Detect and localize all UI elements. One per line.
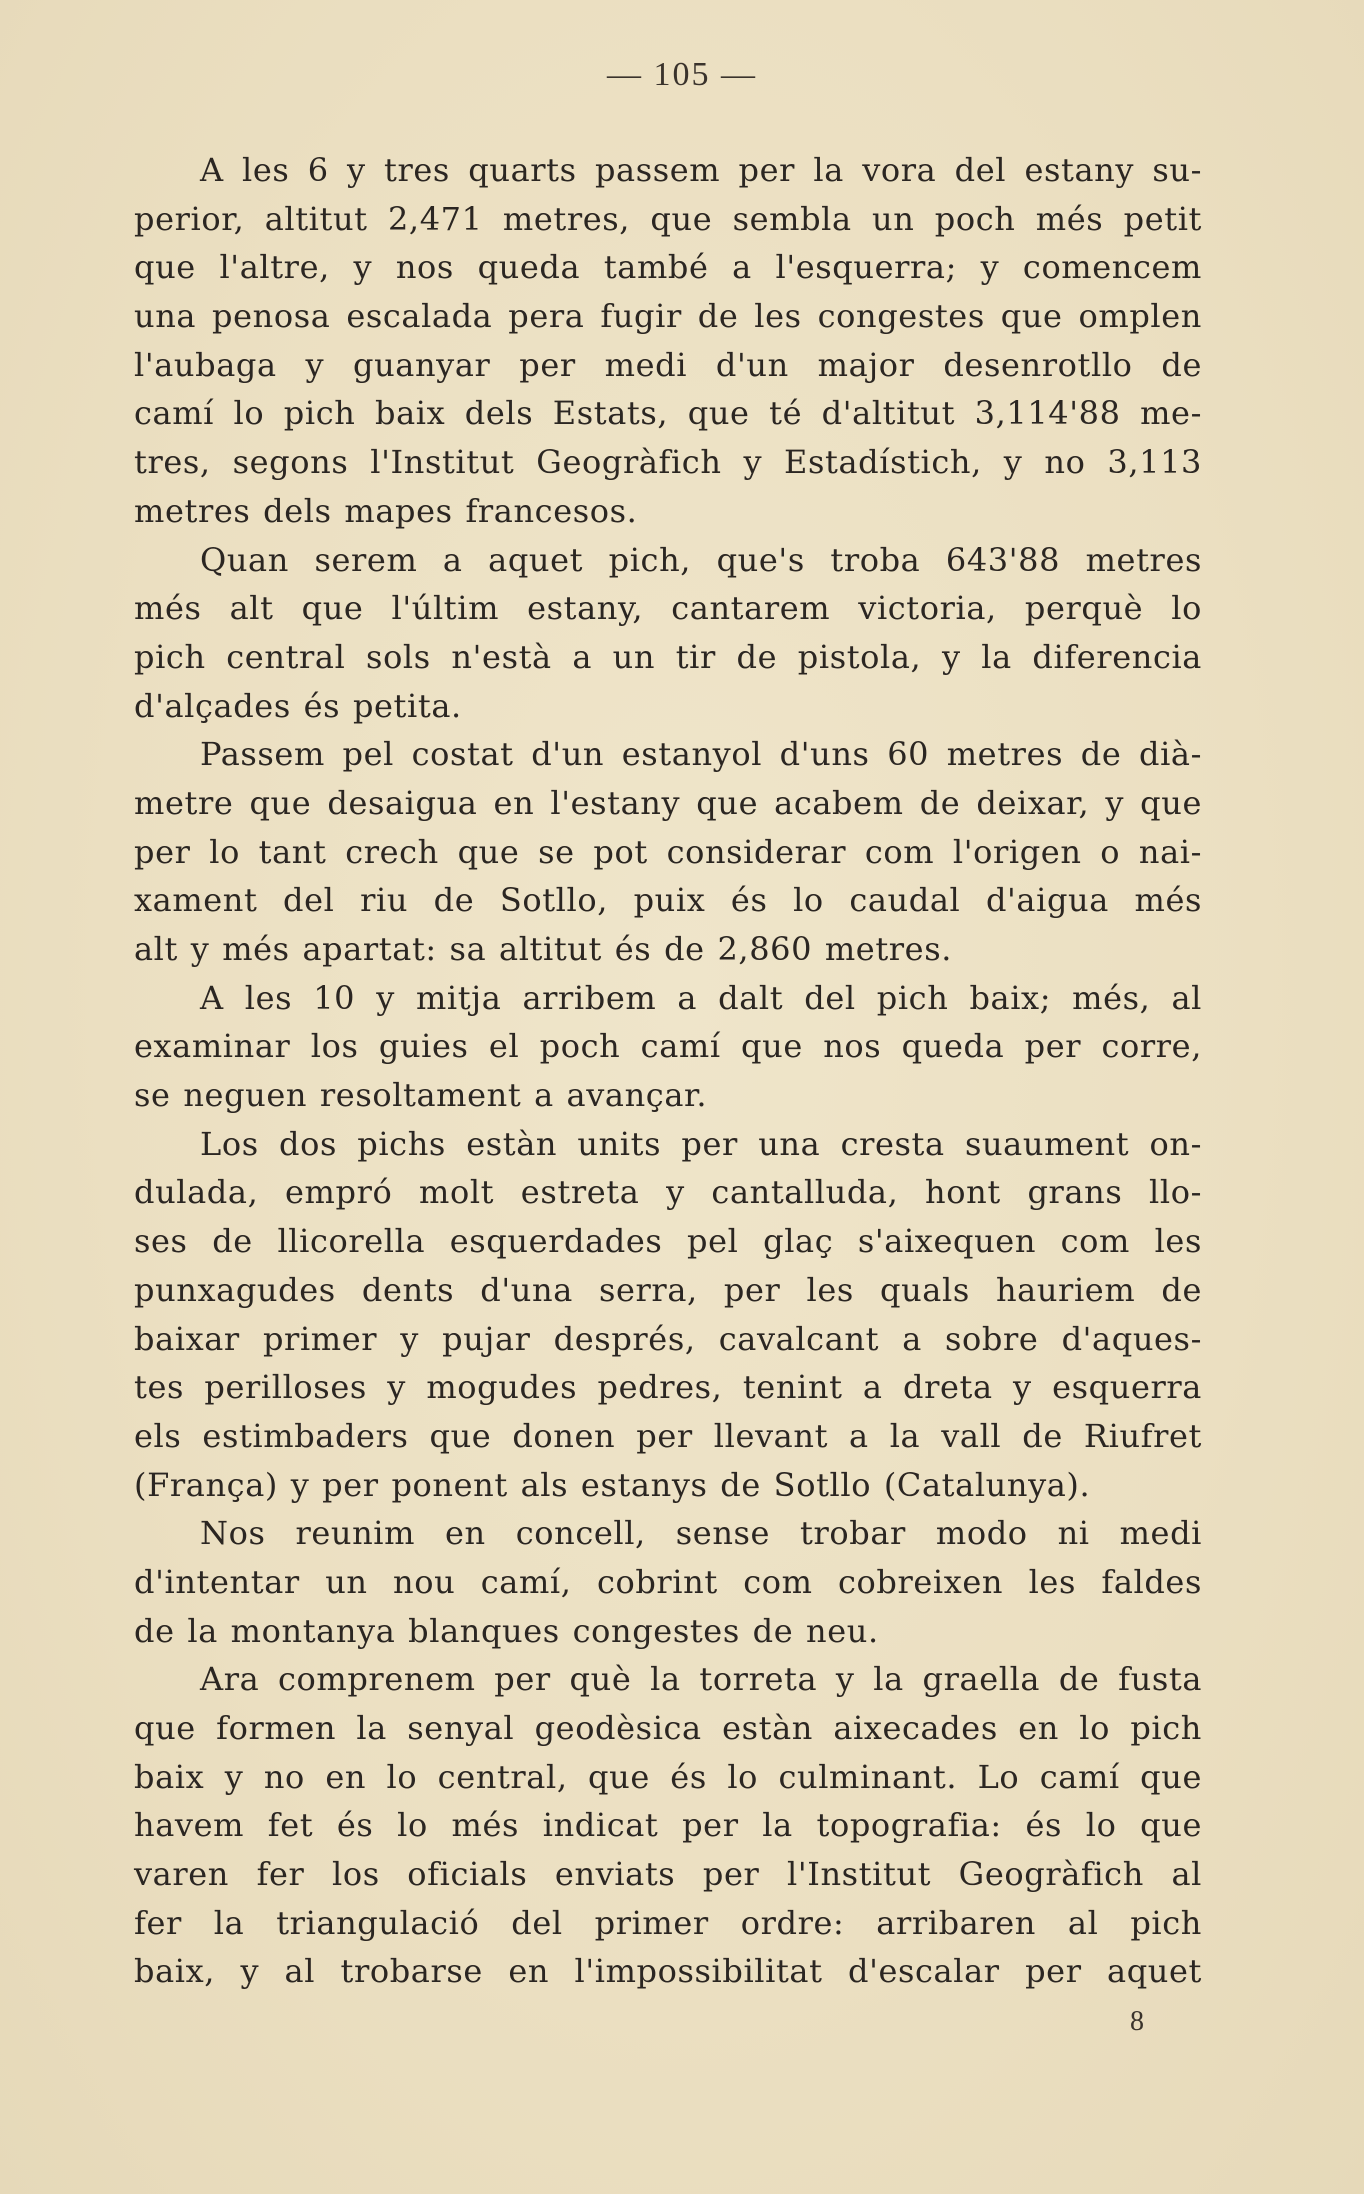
text-line: d'intentar un nou camí, cobrint com cobreixen les faldes xyxy=(134,1562,1202,1601)
text-line: l'aubaga y guanyar per medi d'un major desenrotllo de xyxy=(134,345,1202,384)
signature-mark: 8 xyxy=(1130,2006,1144,2037)
text-line: Ara comprenem per què la torreta y la graella de fusta xyxy=(200,1660,1202,1699)
text-line: d'alçades és petita. xyxy=(134,686,462,725)
text-line: Passem pel costat d'un estanyol d'uns 60 metres de dià- xyxy=(200,735,1202,774)
text-line: (França) y per ponent als estanys de Sotllo (Catalunya). xyxy=(134,1465,1091,1504)
text-line: metres dels mapes francesos. xyxy=(134,491,638,530)
body-text xyxy=(134,146,1202,1996)
text-line: tes perilloses y mogudes pedres, tenint a dreta y esquerra xyxy=(134,1368,1202,1407)
text-line: alt y més apartat: sa altitut és de 2,860 metres. xyxy=(134,930,953,968)
text-line: més alt que l'últim estany, cantarem victoria, perquè lo xyxy=(134,589,1202,628)
text-line: els estimbaders que donen per llevant a la vall de Riufret xyxy=(134,1416,1202,1455)
text-line: que l'altre, y nos queda també a l'esquerra; y comencem xyxy=(134,248,1202,287)
text-line: havem fet és lo més indicat per la topografia: és lo que xyxy=(134,1806,1202,1845)
text-line: pich central sols n'està a un tir de pistola, y la diferencia xyxy=(134,637,1202,676)
text-line: Los dos pichs estàn units per una cresta suaument on- xyxy=(200,1124,1202,1163)
text-line: Nos reunim en concell, sense trobar modo ni medi xyxy=(200,1514,1202,1553)
text-line: de la montanya blanques congestes de neu. xyxy=(134,1611,879,1650)
text-line: A les 10 y mitja arribem a dalt del pich baix; més, al xyxy=(200,978,1202,1017)
text-line: metre que desaigua en l'estany que acabem de deixar, y que xyxy=(134,783,1202,822)
text-line: baix, y al trobarse en l'impossibilitat d'escalar per aquet xyxy=(134,1952,1202,1991)
page-number: — 105 — xyxy=(607,56,757,93)
text-line: baixar primer y pujar després, cavalcant a sobre d'aques- xyxy=(134,1319,1202,1358)
text-line: que formen la senyal geodèsica estàn aixecades en lo pich xyxy=(134,1709,1202,1747)
text-line: A les 6 y tres quarts passem per la vora del estany su- xyxy=(200,151,1202,189)
text-line: se neguen resoltament a avançar. xyxy=(134,1076,708,1115)
text-line: dulada, empró molt estreta y cantalluda, hont grans llo- xyxy=(134,1173,1202,1212)
text-line: punxagudes dents d'una serra, per les quals hauriem de xyxy=(134,1270,1202,1309)
text-line: perior, altitut 2,471 metres, que sembla un poch més petit xyxy=(134,199,1202,238)
text-line: varen fer los oficials enviats per l'Institut Geogràfich al xyxy=(134,1855,1202,1894)
text-line: ses de llicorella esquerdades pel glaç s'aixequen com les xyxy=(134,1222,1202,1261)
text-line: fer la triangulació del primer ordre: arribaren al pich xyxy=(134,1903,1202,1942)
text-line: tres, segons l'Institut Geogràfich y Estadístich, y no 3,113 xyxy=(134,443,1202,482)
text-line: una penosa escalada pera fugir de les congestes que omplen xyxy=(134,297,1202,336)
text-line: per lo tant crech que se pot considerar com l'origen o nai- xyxy=(134,832,1202,871)
text-line: Quan serem a aquet pich, que's troba 643'88 metres xyxy=(200,540,1202,579)
text-line: xament del riu de Sotllo, puix és lo caudal d'aigua més xyxy=(134,881,1202,920)
text-line: baix y no en lo central, que és lo culminant. Lo camí que xyxy=(134,1757,1202,1796)
text-line: camí lo pich baix dels Estats, que té d'altitut 3,114'88 me- xyxy=(134,394,1202,433)
text-line: examinar los guies el poch camí que nos queda per corre, xyxy=(134,1027,1202,1066)
